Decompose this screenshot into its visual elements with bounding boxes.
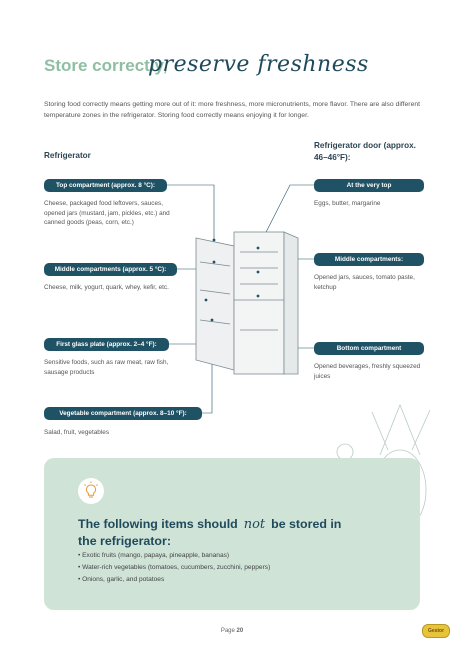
list-item: • Exotic fruits (mango, papaya, pineapple, bananas) (78, 552, 230, 559)
list-item: • Onions, garlic, and potatoes (78, 576, 165, 583)
refrigerator-heading: Refrigerator (44, 151, 91, 160)
text-top-compartment: Cheese, packaged food leftovers, sauces, opened jars (mustard, jam, pickles, etc.) and canned goods (peas, corn, etc.) (44, 200, 170, 227)
lightbulb-icon (78, 478, 104, 504)
label-very-top: At the very top (314, 179, 424, 192)
not-in-fridge-heading: The following items should not be stored in the refrigerator: (78, 517, 342, 548)
not-word: not (243, 517, 266, 532)
door-heading: Refrigerator door (approx. 46–46°F): (314, 141, 416, 162)
label-top-compartment: Top compartment (approx. 8 °C): (44, 179, 167, 192)
brand-logo: Gestor (422, 624, 450, 638)
list-item: • Water-rich vegetables (tomatoes, cucumbers, zucchini, peppers) (78, 564, 271, 571)
intro-text: Storing food correctly means getting more out of it: more freshness, more micronutrients, more flavor. There are also different temperature zones in the refrigerator. Storing food correctly means enjoying it for longer. (44, 101, 421, 119)
not-in-fridge-list (78, 550, 270, 586)
label-vegetable-compartment: Vegetable compartment (approx. 8–10 °F): (44, 407, 202, 420)
text-first-glass-plate: Sensitive foods, such as raw meat, raw fish, sausage products (44, 359, 169, 376)
label-first-glass-plate: First glass plate (approx. 2–4 °F): (44, 338, 169, 351)
title-preserve-freshness: preserve freshness (148, 52, 369, 77)
text-vegetable-compartment: Salad, fruit, vegetables (44, 429, 110, 436)
text-very-top: Eggs, butter, margarine (314, 200, 381, 207)
label-door-bottom: Bottom compartment (314, 342, 424, 355)
text-middle-compartments: Cheese, milk, yogurt, quark, whey, kefir, etc. (44, 284, 169, 291)
page-footer: Page 20 (220, 628, 244, 634)
text-door-bottom: Opened beverages, freshly squeezed juices (314, 363, 421, 380)
text-door-middle: Opened jars, sauces, tomato paste, ketchup (314, 274, 415, 291)
label-middle-compartments: Middle compartments (approx. 5 °C): (44, 263, 177, 276)
title-store-correctly: Store correctly, (44, 56, 168, 75)
label-door-middle: Middle compartments: (314, 253, 424, 266)
